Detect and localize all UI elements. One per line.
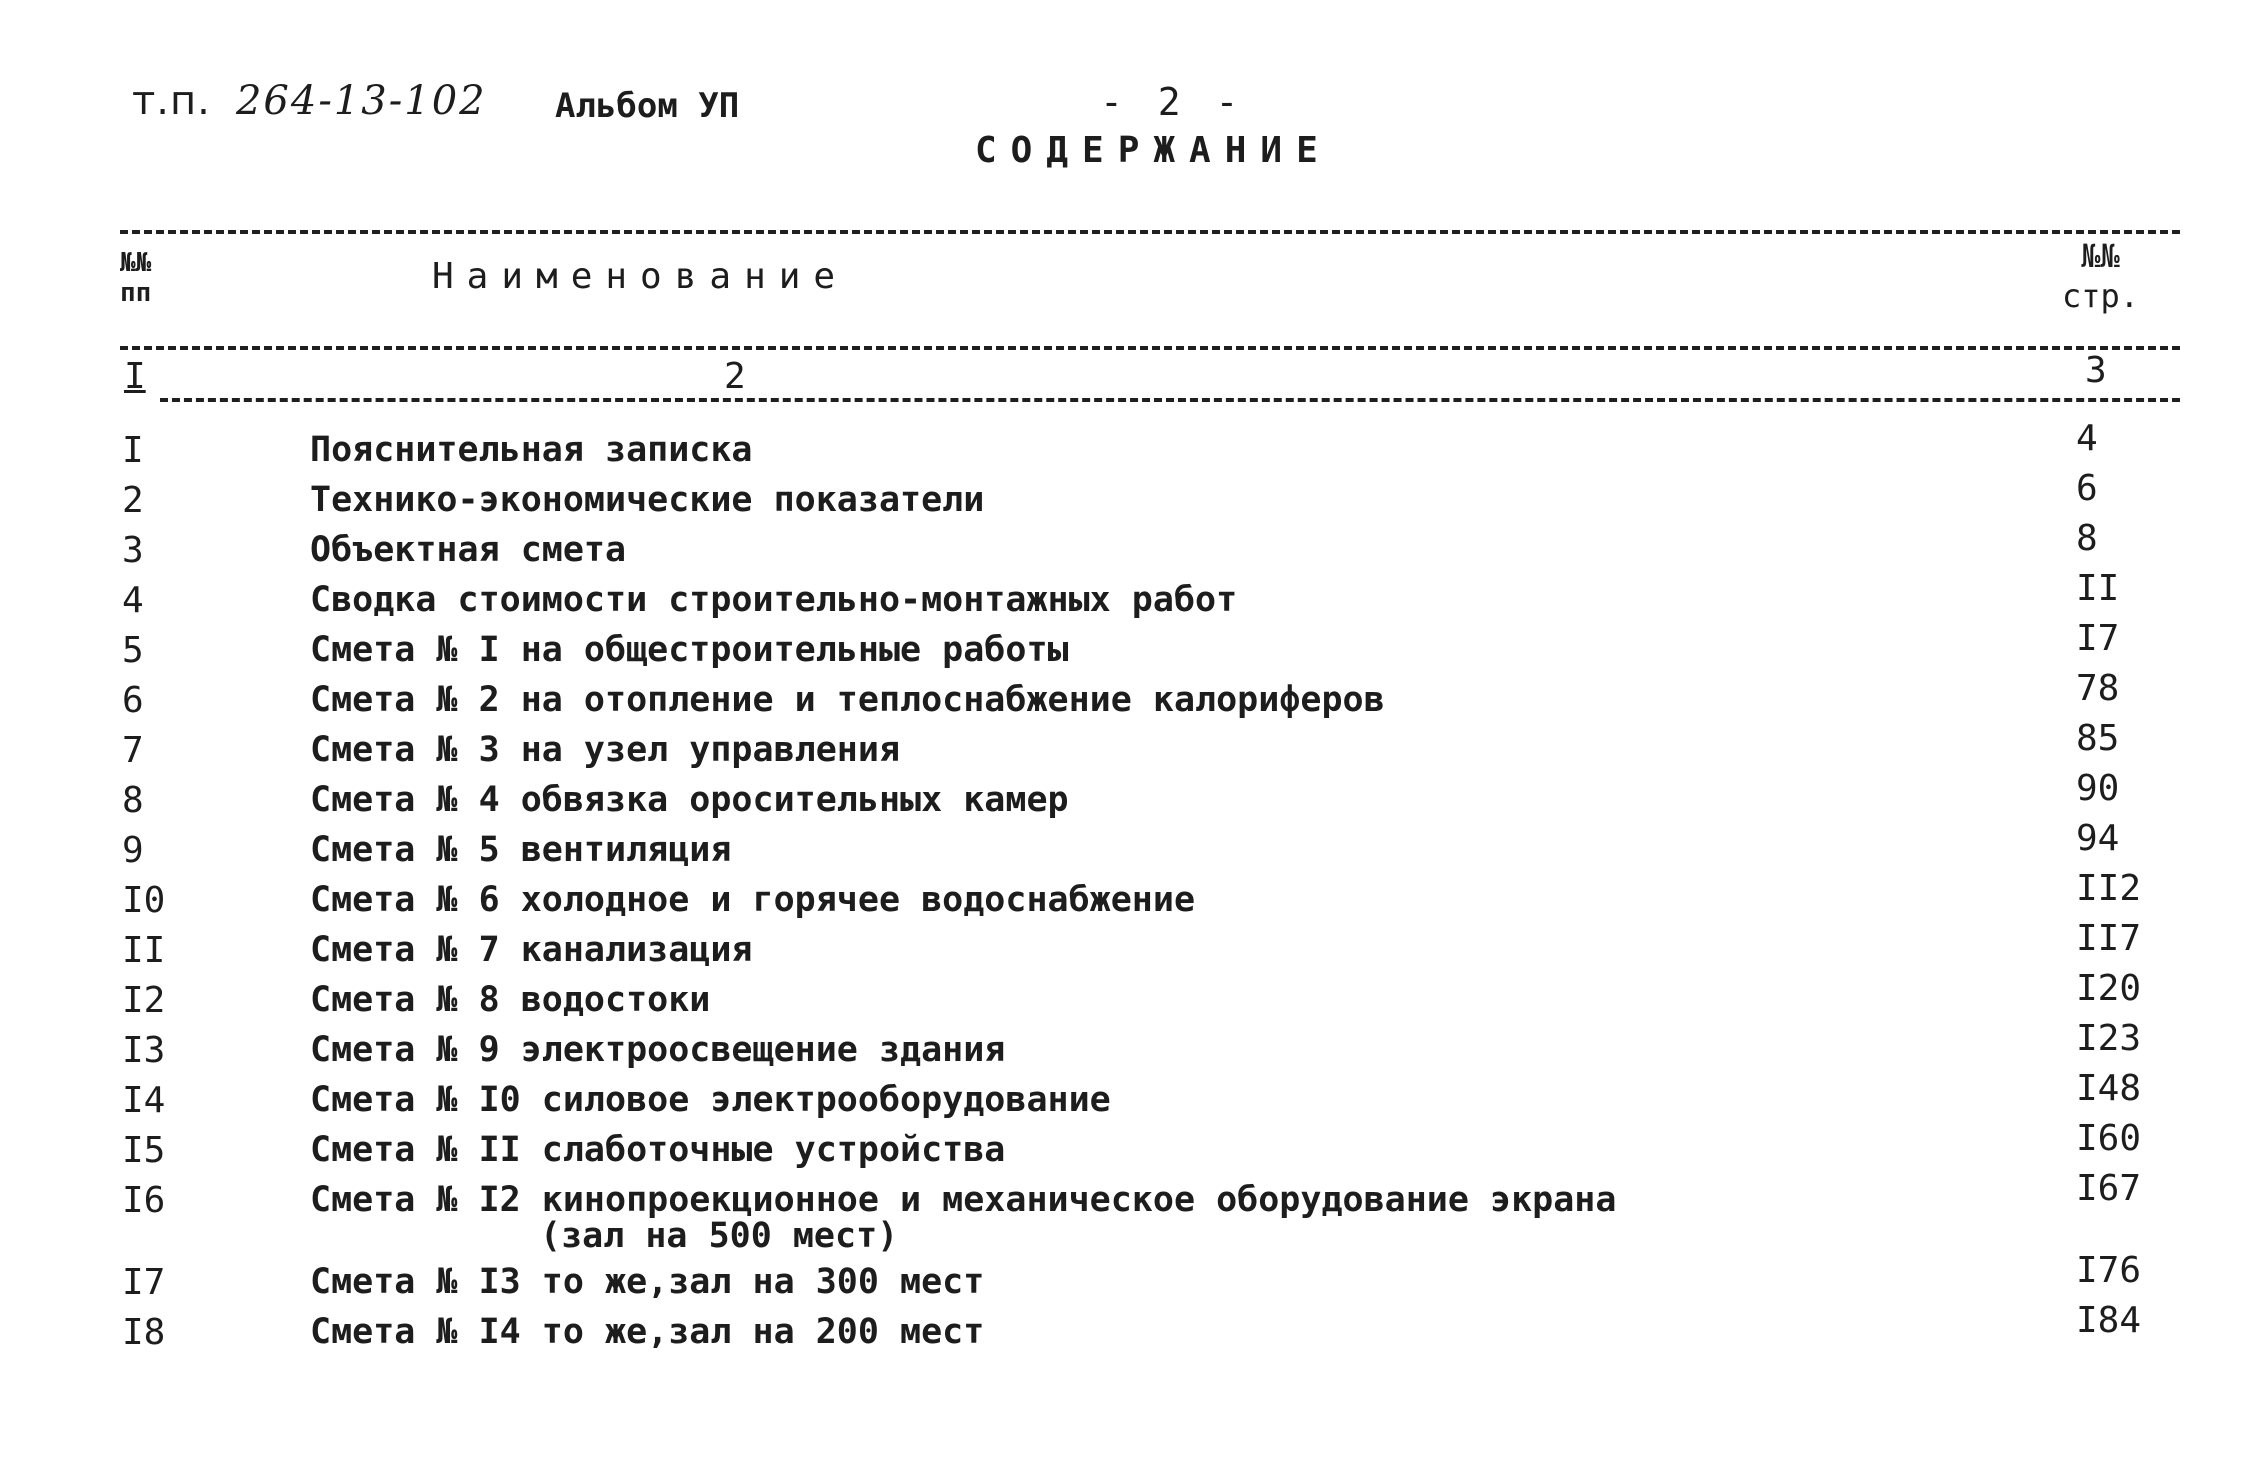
column-number-2: 2 bbox=[724, 356, 746, 397]
row-page: I67 bbox=[2076, 1168, 2142, 1209]
table-row bbox=[0, 1168, 2262, 1262]
column-header-number bbox=[120, 248, 151, 308]
row-name: Смета № 8 водостоки bbox=[310, 980, 711, 1020]
page-number: - 2 - bbox=[1100, 80, 1245, 124]
row-page: I23 bbox=[2076, 1018, 2142, 1059]
row-name: Смета № 3 на узел управления bbox=[310, 730, 901, 770]
row-name: Смета № II слаботочные устройства bbox=[310, 1130, 1006, 1170]
column-header-page-line2: стр. bbox=[2062, 277, 2140, 315]
row-name: Смета № 9 электроосвещение здания bbox=[310, 1030, 1006, 1070]
row-name: Объектная смета bbox=[310, 530, 627, 570]
row-name: Смета № 2 на отопление и теплоснабжение калориферов bbox=[310, 680, 1385, 720]
table-row bbox=[0, 768, 2262, 830]
table-row bbox=[0, 968, 2262, 1030]
table-row bbox=[0, 1118, 2262, 1180]
row-number: I4 bbox=[122, 1080, 166, 1121]
column-numbers-rule bbox=[160, 398, 2180, 402]
row-number: 7 bbox=[122, 730, 144, 771]
project-code bbox=[132, 78, 487, 124]
row-name: Технико-экономические показатели bbox=[310, 480, 985, 520]
row-number: 8 bbox=[122, 780, 144, 821]
row-number: 4 bbox=[122, 580, 144, 621]
row-number: I bbox=[122, 430, 144, 471]
row-number: 6 bbox=[122, 680, 144, 721]
table-row bbox=[0, 718, 2262, 780]
page-title: СОДЕРЖАНИЕ bbox=[975, 130, 1332, 171]
row-number: I6 bbox=[122, 1180, 166, 1221]
row-name: Смета № 7 канализация bbox=[310, 930, 753, 970]
column-header-number-line1: №№ bbox=[120, 248, 152, 278]
row-page: 78 bbox=[2076, 668, 2120, 709]
row-name: Смета № I3 то же,зал на 300 мест bbox=[310, 1262, 985, 1302]
row-name: Смета № 6 холодное и горячее водоснабжение bbox=[310, 880, 1196, 920]
row-number: I2 bbox=[122, 980, 166, 1021]
row-name: Смета № I4 то же,зал на 200 мест bbox=[310, 1312, 985, 1352]
row-number: I8 bbox=[122, 1312, 166, 1353]
table-row bbox=[0, 418, 2262, 480]
row-name: Смета № 4 обвязка оросительных камер bbox=[310, 780, 1069, 820]
header-bottom-rule bbox=[120, 346, 2180, 350]
album-label: Альбом УП bbox=[555, 86, 740, 126]
row-page: 90 bbox=[2076, 768, 2120, 809]
row-number: 3 bbox=[122, 530, 144, 571]
row-name-continuation: (зал на 500 мест) bbox=[540, 1216, 899, 1256]
row-page: I7 bbox=[2076, 618, 2120, 659]
row-page: 8 bbox=[2076, 518, 2098, 559]
project-code-prefix: т.п. bbox=[132, 78, 211, 124]
row-page: II bbox=[2076, 568, 2120, 609]
row-name: Смета № I на общестроительные работы bbox=[310, 630, 1069, 670]
table-row bbox=[0, 568, 2262, 630]
table-row bbox=[0, 1250, 2262, 1312]
row-number: I5 bbox=[122, 1130, 166, 1171]
table-row bbox=[0, 818, 2262, 880]
table-row bbox=[0, 1018, 2262, 1080]
row-page: II2 bbox=[2076, 868, 2142, 909]
table-row bbox=[0, 618, 2262, 680]
row-page: I60 bbox=[2076, 1118, 2142, 1159]
row-number: I3 bbox=[122, 1030, 166, 1071]
table-row bbox=[0, 1300, 2262, 1362]
column-header-number-line2: пп bbox=[120, 278, 152, 308]
column-header-page-line1: №№ bbox=[2081, 237, 2120, 275]
column-number-1: I bbox=[124, 356, 146, 397]
table-top-rule bbox=[120, 230, 2180, 234]
column-number-3: 3 bbox=[2085, 350, 2107, 391]
table-row bbox=[0, 868, 2262, 930]
row-number: 5 bbox=[122, 630, 144, 671]
row-number: 2 bbox=[122, 480, 144, 521]
table-row bbox=[0, 918, 2262, 980]
row-page: I48 bbox=[2076, 1068, 2142, 1109]
row-name: Сводка стоимости строительно-монтажных работ bbox=[310, 580, 1238, 620]
row-page: I76 bbox=[2076, 1250, 2142, 1291]
row-page: I84 bbox=[2076, 1300, 2142, 1341]
row-number: I7 bbox=[122, 1262, 166, 1303]
row-number: I0 bbox=[122, 880, 166, 921]
row-page: 85 bbox=[2076, 718, 2120, 759]
table-row bbox=[0, 518, 2262, 580]
row-number: 9 bbox=[122, 830, 144, 871]
table-row bbox=[0, 468, 2262, 530]
row-name: Смета № 5 вентиляция bbox=[310, 830, 732, 870]
table-row bbox=[0, 668, 2262, 730]
row-page: II7 bbox=[2076, 918, 2142, 959]
column-header-page bbox=[2062, 236, 2139, 316]
row-page: 4 bbox=[2076, 418, 2098, 459]
row-page: 94 bbox=[2076, 818, 2120, 859]
project-code-number: 264-13-102 bbox=[235, 78, 487, 124]
table-row bbox=[0, 1068, 2262, 1130]
row-name: Смета № I0 силовое электрооборудование bbox=[310, 1080, 1111, 1120]
row-name: Пояснительная записка bbox=[310, 430, 753, 470]
row-name: Смета № I2 кинопроекционное и механическое оборудование экрана bbox=[310, 1180, 1617, 1220]
column-header-name: Наименование bbox=[432, 256, 849, 297]
row-number: II bbox=[122, 930, 166, 971]
row-page: 6 bbox=[2076, 468, 2098, 509]
row-page: I20 bbox=[2076, 968, 2142, 1009]
